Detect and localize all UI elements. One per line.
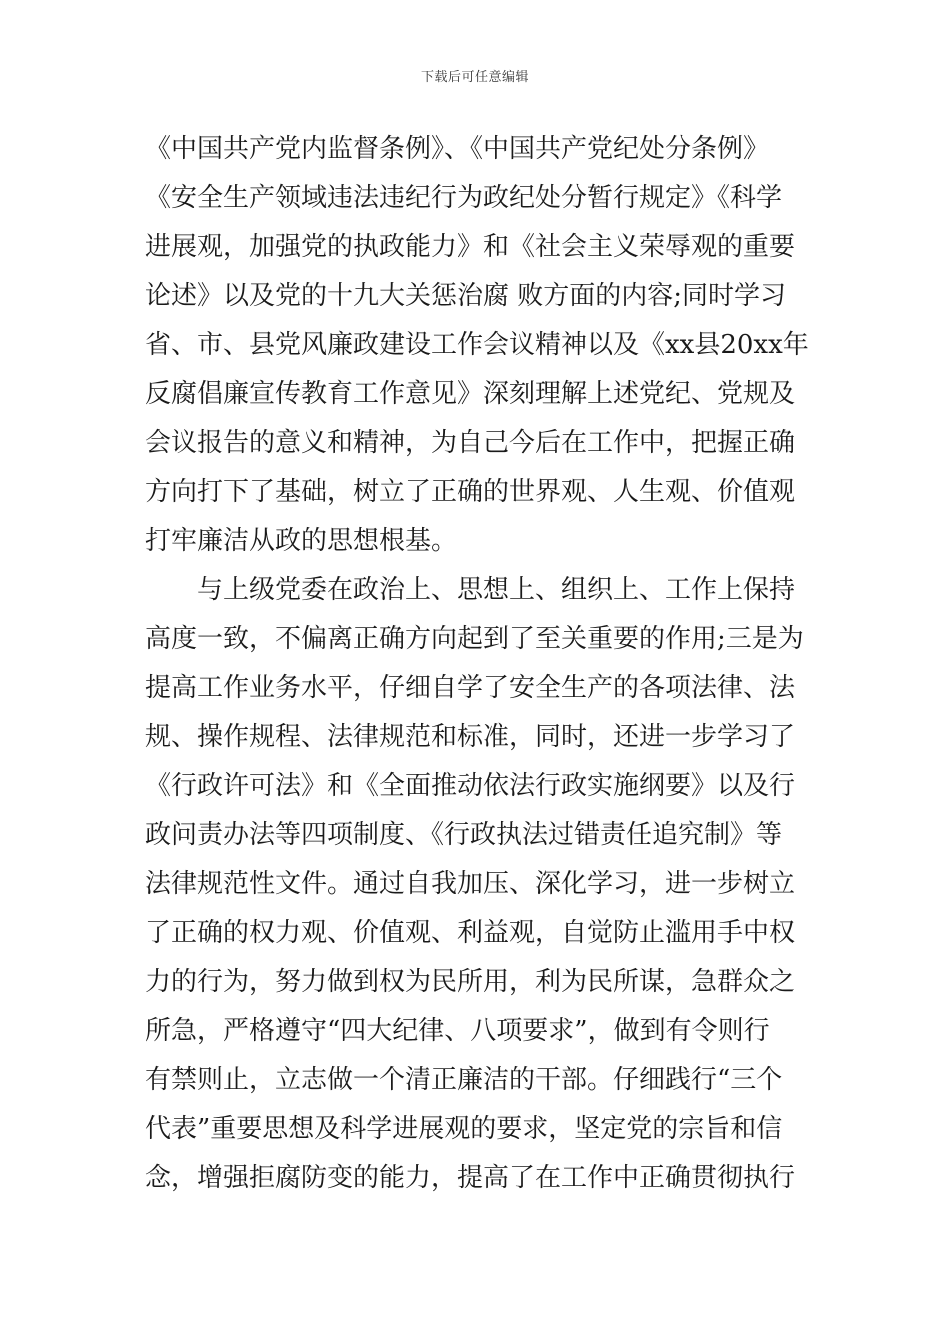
text-line: 论述》以及党的十九大关惩治腐 败方面的内容;同时学习 <box>145 281 787 311</box>
paragraph-2 <box>145 566 815 1203</box>
paragraph-1 <box>145 125 815 566</box>
text-line: 《中国共产党内监督条例》、《中国共产党纪处分条例》 <box>145 134 770 164</box>
text-line: 会议报告的意义和精神，为自己今后在工作中，把握正确 <box>145 428 796 458</box>
text-line: 省、市、县党风廉政建设工作会议精神以及《xx县20xx年 <box>145 330 809 360</box>
page-header: 下载后可任意编辑 <box>420 70 529 85</box>
text-line: 了正确的权力观、价值观、利益观，自觉防止滥用手中权 <box>145 918 796 948</box>
text-line: 方向打下了基础，树立了正确的世界观、人生观、价值观 <box>145 477 796 507</box>
text-line: 念，增强拒腐防变的能力，提高了在工作中正确贯彻执行 <box>145 1163 796 1193</box>
text-line: 《行政许可法》和《全面推动依法行政实施纲要》以及行 <box>145 771 796 801</box>
text-line: 规、操作规程、法律规范和标准，同时，还进一步学习了 <box>145 722 796 752</box>
text-line: 法律规范性文件。通过自我加压、深化学习，进一步树立 <box>145 869 796 899</box>
text-line: 有禁则止，立志做一个清正廉洁的干部。仔细践行“三个 <box>145 1065 783 1095</box>
text-line: 《安全生产领域违法违纪行为政纪处分暂行规定》《科学 <box>145 183 783 213</box>
text-line: 代表”重要思想及科学进展观的要求，坚定党的宗旨和信 <box>145 1114 783 1144</box>
text-line-indented: 与上级党委在政治上、思想上、组织上、工作上保持 <box>197 575 796 605</box>
text-line: 高度一致，不偏离正确方向起到了至关重要的作用;三是为 <box>145 624 804 654</box>
text-line: 所急，严格遵守“四大纪律、八项要求”，做到有令则行 <box>145 1016 770 1046</box>
text-line: 力的行为，努力做到权为民所用，利为民所谋，急群众之 <box>145 967 796 997</box>
text-line: 政问责办法等四项制度、《行政执法过错责任追究制》等 <box>145 820 783 850</box>
text-line: 反腐倡廉宣传教育工作意见》深刻理解上述党纪、党规及 <box>145 379 796 409</box>
text-line: 打牢廉洁从政的思想根基。 <box>145 526 458 556</box>
text-line: 提高工作业务水平，仔细自学了安全生产的各项法律、法 <box>145 673 796 703</box>
text-line: 进展观，加强党的执政能力》和《社会主义荣辱观的重要 <box>145 232 796 262</box>
document-body <box>145 125 815 1203</box>
